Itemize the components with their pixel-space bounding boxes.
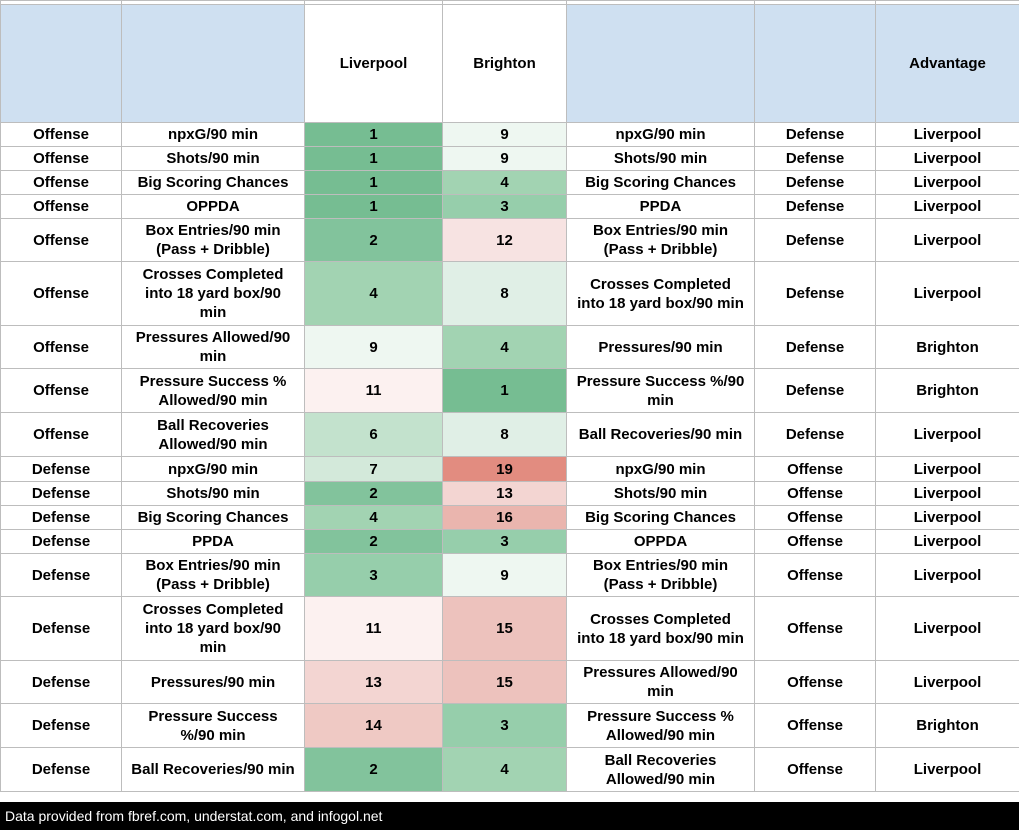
table-row <box>1 661 1020 704</box>
table-row <box>1 326 1020 369</box>
advantage-cell: Liverpool <box>876 413 1020 457</box>
side-a-cell: Offense <box>1 195 122 219</box>
metric-a-cell: Pressure Success % Allowed/90 min <box>122 369 305 413</box>
advantage-cell: Liverpool <box>876 147 1020 171</box>
advantage-cell: Liverpool <box>876 262 1020 326</box>
rank-b-cell: 4 <box>443 326 567 369</box>
header-blank-cell <box>122 5 305 123</box>
side-b-cell: Defense <box>755 195 876 219</box>
table-row <box>1 482 1020 506</box>
side-a-cell: Offense <box>1 123 122 147</box>
advantage-cell: Liverpool <box>876 748 1020 792</box>
metric-a-cell: Big Scoring Chances <box>122 506 305 530</box>
metric-b-cell: npxG/90 min <box>567 457 755 482</box>
rank-a-cell: 1 <box>305 171 443 195</box>
rank-a-cell: 1 <box>305 195 443 219</box>
advantage-cell: Liverpool <box>876 530 1020 554</box>
advantage-cell: Liverpool <box>876 195 1020 219</box>
rank-a-cell: 4 <box>305 506 443 530</box>
side-b-cell: Defense <box>755 326 876 369</box>
rank-a-cell: 2 <box>305 219 443 262</box>
side-a-cell: Offense <box>1 413 122 457</box>
metric-a-cell: Shots/90 min <box>122 482 305 506</box>
metric-b-cell: Pressures/90 min <box>567 326 755 369</box>
metric-b-cell: Crosses Completed into 18 yard box/90 min <box>567 262 755 326</box>
side-a-cell: Defense <box>1 506 122 530</box>
team-a-header: Liverpool <box>305 5 443 123</box>
rank-b-cell: 9 <box>443 123 567 147</box>
rank-a-cell: 9 <box>305 326 443 369</box>
rank-b-cell: 9 <box>443 147 567 171</box>
rank-b-cell: 19 <box>443 457 567 482</box>
table-row <box>1 506 1020 530</box>
advantage-cell: Liverpool <box>876 219 1020 262</box>
side-b-cell: Offense <box>755 530 876 554</box>
side-b-cell: Defense <box>755 369 876 413</box>
header-blank-cell <box>1 5 122 123</box>
table-row <box>1 413 1020 457</box>
side-a-cell: Offense <box>1 171 122 195</box>
side-b-cell: Offense <box>755 506 876 530</box>
advantage-header: Advantage <box>876 5 1020 123</box>
side-a-cell: Defense <box>1 661 122 704</box>
metric-a-cell: Ball Recoveries/90 min <box>122 748 305 792</box>
advantage-cell: Liverpool <box>876 171 1020 195</box>
side-a-cell: Offense <box>1 219 122 262</box>
rank-b-cell: 3 <box>443 195 567 219</box>
metric-a-cell: Big Scoring Chances <box>122 171 305 195</box>
side-a-cell: Offense <box>1 147 122 171</box>
rank-a-cell: 11 <box>305 369 443 413</box>
table-row <box>1 219 1020 262</box>
metric-a-cell: npxG/90 min <box>122 457 305 482</box>
side-b-cell: Offense <box>755 457 876 482</box>
table-row <box>1 195 1020 219</box>
metric-b-cell: Ball Recoveries/90 min <box>567 413 755 457</box>
metric-b-cell: Box Entries/90 min (Pass + Dribble) <box>567 219 755 262</box>
rank-a-cell: 1 <box>305 147 443 171</box>
rank-b-cell: 1 <box>443 369 567 413</box>
metric-a-cell: Ball Recoveries Allowed/90 min <box>122 413 305 457</box>
side-b-cell: Offense <box>755 597 876 661</box>
metric-b-cell: Big Scoring Chances <box>567 506 755 530</box>
side-b-cell: Offense <box>755 661 876 704</box>
metric-b-cell: Ball Recoveries Allowed/90 min <box>567 748 755 792</box>
metric-a-cell: Crosses Completed into 18 yard box/90 min <box>122 597 305 661</box>
metric-b-cell: Pressures Allowed/90 min <box>567 661 755 704</box>
side-a-cell: Defense <box>1 530 122 554</box>
metric-a-cell: PPDA <box>122 530 305 554</box>
table-row <box>1 171 1020 195</box>
side-b-cell: Defense <box>755 147 876 171</box>
metric-b-cell: Shots/90 min <box>567 147 755 171</box>
side-b-cell: Defense <box>755 171 876 195</box>
table-row <box>1 369 1020 413</box>
metric-b-cell: Shots/90 min <box>567 482 755 506</box>
rank-b-cell: 9 <box>443 554 567 597</box>
rank-a-cell: 7 <box>305 457 443 482</box>
side-a-cell: Defense <box>1 597 122 661</box>
rank-b-cell: 12 <box>443 219 567 262</box>
right-margin <box>1019 0 1024 832</box>
metric-a-cell: Shots/90 min <box>122 147 305 171</box>
rank-b-cell: 16 <box>443 506 567 530</box>
rank-a-cell: 1 <box>305 123 443 147</box>
table-row <box>1 704 1020 748</box>
metric-a-cell: Crosses Completed into 18 yard box/90 min <box>122 262 305 326</box>
side-b-cell: Defense <box>755 413 876 457</box>
table-row <box>1 554 1020 597</box>
side-b-cell: Offense <box>755 482 876 506</box>
rank-a-cell: 3 <box>305 554 443 597</box>
metric-a-cell: Pressures/90 min <box>122 661 305 704</box>
metric-b-cell: OPPDA <box>567 530 755 554</box>
side-a-cell: Defense <box>1 457 122 482</box>
rank-b-cell: 8 <box>443 262 567 326</box>
side-a-cell: Defense <box>1 704 122 748</box>
table-body <box>1 1 1020 792</box>
side-a-cell: Offense <box>1 369 122 413</box>
rank-b-cell: 15 <box>443 661 567 704</box>
advantage-cell: Liverpool <box>876 457 1020 482</box>
side-b-cell: Defense <box>755 262 876 326</box>
metric-b-cell: Pressure Success %/90 min <box>567 369 755 413</box>
metric-b-cell: PPDA <box>567 195 755 219</box>
advantage-cell: Liverpool <box>876 661 1020 704</box>
rank-a-cell: 13 <box>305 661 443 704</box>
side-b-cell: Offense <box>755 748 876 792</box>
advantage-cell: Liverpool <box>876 554 1020 597</box>
table-row <box>1 457 1020 482</box>
metric-b-cell: Big Scoring Chances <box>567 171 755 195</box>
rank-b-cell: 8 <box>443 413 567 457</box>
team-b-header: Brighton <box>443 5 567 123</box>
side-b-cell: Offense <box>755 554 876 597</box>
side-a-cell: Defense <box>1 482 122 506</box>
side-b-cell: Defense <box>755 123 876 147</box>
side-a-cell: Defense <box>1 554 122 597</box>
rank-a-cell: 11 <box>305 597 443 661</box>
table-row <box>1 147 1020 171</box>
rank-a-cell: 2 <box>305 748 443 792</box>
header-row <box>1 5 1020 123</box>
advantage-cell: Brighton <box>876 704 1020 748</box>
side-b-cell: Defense <box>755 219 876 262</box>
advantage-cell: Liverpool <box>876 482 1020 506</box>
rank-b-cell: 15 <box>443 597 567 661</box>
metric-a-cell: OPPDA <box>122 195 305 219</box>
rank-b-cell: 3 <box>443 530 567 554</box>
rank-b-cell: 4 <box>443 171 567 195</box>
table-row <box>1 748 1020 792</box>
table-row <box>1 262 1020 326</box>
rank-b-cell: 3 <box>443 704 567 748</box>
table-row <box>1 530 1020 554</box>
advantage-cell: Brighton <box>876 326 1020 369</box>
rank-a-cell: 2 <box>305 482 443 506</box>
advantage-cell: Liverpool <box>876 597 1020 661</box>
rank-a-cell: 2 <box>305 530 443 554</box>
metric-a-cell: Box Entries/90 min (Pass + Dribble) <box>122 219 305 262</box>
header-blank-cell <box>755 5 876 123</box>
metric-a-cell: Pressures Allowed/90 min <box>122 326 305 369</box>
rank-b-cell: 4 <box>443 748 567 792</box>
metric-b-cell: Crosses Completed into 18 yard box/90 min <box>567 597 755 661</box>
footer-source-note: Data provided from fbref.com, understat.com, and infogol.net <box>0 802 1019 830</box>
metric-a-cell: npxG/90 min <box>122 123 305 147</box>
advantage-cell: Liverpool <box>876 123 1020 147</box>
metric-a-cell: Pressure Success %/90 min <box>122 704 305 748</box>
advantage-cell: Liverpool <box>876 506 1020 530</box>
rank-b-cell: 13 <box>443 482 567 506</box>
metric-b-cell: npxG/90 min <box>567 123 755 147</box>
advantage-cell: Brighton <box>876 369 1020 413</box>
metric-a-cell: Box Entries/90 min (Pass + Dribble) <box>122 554 305 597</box>
rank-a-cell: 4 <box>305 262 443 326</box>
side-a-cell: Defense <box>1 748 122 792</box>
metric-b-cell: Pressure Success % Allowed/90 min <box>567 704 755 748</box>
header-blank-cell <box>567 5 755 123</box>
side-b-cell: Offense <box>755 704 876 748</box>
side-a-cell: Offense <box>1 262 122 326</box>
side-a-cell: Offense <box>1 326 122 369</box>
rank-a-cell: 14 <box>305 704 443 748</box>
table-row <box>1 597 1020 661</box>
table-row <box>1 123 1020 147</box>
metric-b-cell: Box Entries/90 min (Pass + Dribble) <box>567 554 755 597</box>
rank-a-cell: 6 <box>305 413 443 457</box>
